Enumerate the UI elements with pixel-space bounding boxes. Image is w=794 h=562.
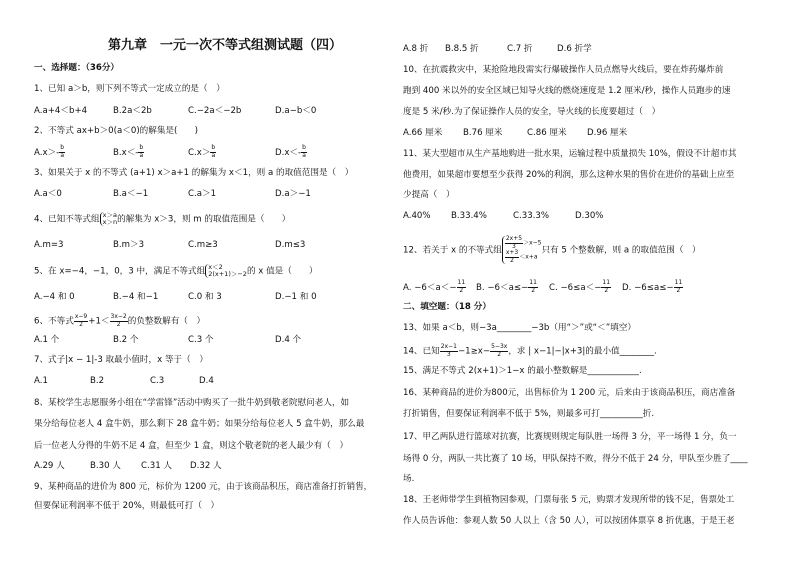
option-label: B.x＜- <box>113 147 139 158</box>
numerator: 2x+5 <box>505 235 523 242</box>
page-title: 第九章 一元一次不等式组测试题（四） <box>108 38 343 53</box>
numerator: 3x−2 <box>110 313 127 320</box>
fraction <box>301 145 307 159</box>
inequality-system <box>502 236 542 264</box>
question-11-line-3: 少提高（ ） <box>403 190 455 200</box>
question-text: 14、已知 <box>403 346 440 357</box>
question-6 <box>34 314 205 328</box>
option: A.a+4＜b+4 <box>34 106 88 116</box>
option: B.76 厘米 <box>463 128 503 138</box>
option: A.−4 和 0 <box>34 292 75 302</box>
denominator: a <box>302 151 306 159</box>
inequality <box>505 250 542 264</box>
question-6-options <box>34 335 301 346</box>
option-c <box>188 145 275 159</box>
inequality-system <box>100 212 117 226</box>
question-1-options <box>34 106 316 117</box>
option: C.0 和 3 <box>188 292 222 302</box>
option: C.7 折 <box>507 44 533 54</box>
option: B.33.4% <box>451 211 487 221</box>
fraction <box>528 280 538 294</box>
denominator: 2 <box>116 320 121 328</box>
question-9-options <box>403 44 592 55</box>
denominator: 2 <box>79 320 83 328</box>
option: C.3 <box>150 376 165 386</box>
question-7: 7、式子|x − 1|-3 取最小值时，x 等于（ ） <box>34 355 208 365</box>
option-d <box>275 145 307 159</box>
denominator: a <box>211 151 216 159</box>
option: B.2 个 <box>113 335 139 345</box>
option: A.1 <box>34 376 48 386</box>
option-a <box>403 280 476 294</box>
numerator: b <box>60 144 65 151</box>
question-17-line-2: 场得 0 分，两队一共比赛了 10 场，甲队保持不败，得分不低于 24 分，甲队至少胜了____ <box>403 454 748 464</box>
denominator: 2 <box>459 286 464 294</box>
fraction <box>110 314 128 328</box>
option: C.−2a＜−2b <box>188 106 242 116</box>
option: D.4 个 <box>275 335 302 345</box>
question-17-line-1: 17、甲乙两队进行篮球对抗赛，比赛规则规定每队胜一场得 3 分，平一场得 1 分，负一 <box>403 432 737 442</box>
option-label: C. −6≤a＜− <box>549 282 602 293</box>
question-16-line-1: 16、某种商品的进价为800元，出售标价为 1 200 元，后来由于该商品积压，商店准备 <box>403 388 736 398</box>
option-d <box>622 280 683 294</box>
denominator: a <box>139 151 144 159</box>
inequality <box>505 236 542 250</box>
option: B.a＜−1 <box>113 189 149 199</box>
inequality-rhs: ＜x+a <box>519 253 538 261</box>
option: B.m＞3 <box>113 240 145 250</box>
question-9-line-2: 但要保证利润率不低于 20%，则最低可打（ ） <box>34 501 220 511</box>
option: B.8.5 折 <box>445 44 479 54</box>
section-heading: 二、填空题：（18 分） <box>403 302 491 312</box>
question-9-line-1: 9、某种商品的进价为 800 元，标价为 1200 元，由于该商品积压，商店准备打折销售， <box>34 482 373 492</box>
option-label: A. −6＜a＜− <box>403 282 457 293</box>
question-7-options <box>34 376 214 387</box>
denominator: 2 <box>604 286 609 294</box>
inequality: x＞a <box>102 211 117 219</box>
question-14 <box>403 344 657 358</box>
numerator: x+3 <box>505 249 519 256</box>
question-17-line-3: 场. <box>403 474 415 484</box>
option: A.m=3 <box>34 240 64 250</box>
option-c <box>549 280 622 294</box>
section-heading: 一、选择题：（36分） <box>34 63 120 73</box>
question-8-line-3: 后一位老人分得的牛奶不足 4 盒，但至少 1 盒，则这个敬老院的老人最少有（ ） <box>34 441 349 451</box>
numerator: b <box>211 144 216 151</box>
option-label: D.x＜- <box>275 147 302 158</box>
option: A.8 折 <box>403 44 429 54</box>
fraction <box>505 236 523 250</box>
fraction <box>440 344 458 358</box>
question-text: −1≥x− <box>457 346 491 357</box>
option-label: D. −6≤a≤− <box>622 282 674 293</box>
question-5-options <box>34 292 317 303</box>
question-11-options <box>403 211 603 222</box>
fraction <box>138 145 144 159</box>
question-3: 3、如果关于 x 的不等式 (a+1) x＞a+1 的解集为 x＜1，则 a 的取值范围是（ ） <box>34 168 354 178</box>
question-10-line-2: 跑到 400 米以外的安全区域已知导火线的燃烧速度是 1.2 厘米/秒，操作人员跑步的速 <box>403 86 731 96</box>
inequality: 2(x+1)＞−2 <box>208 270 247 278</box>
question-11-line-2: 他费用，如果超市要想至少获得 20%的利润，那么这种水果的售价在进价的基础上应至 <box>403 170 735 180</box>
question-15: 15、满足不等式 2(x+1)＞1−x 的最小整数解是____________. <box>403 366 642 376</box>
option: D.−1 和 0 <box>275 292 317 302</box>
question-text: 的负整数解有（ ） <box>127 316 206 327</box>
numerator: 2x−1 <box>440 343 457 350</box>
question-8-line-1: 8、某校学生志愿服务小组在“学雷锋”活动中购买了一批牛奶到敬老院慰问老人，如 <box>34 398 350 408</box>
question-4 <box>34 212 290 226</box>
question-text: ，求 | x−1|−|x+3|的最小值________. <box>508 346 657 357</box>
option: D.4 <box>199 376 214 386</box>
option-label: C.x＞ <box>188 147 211 158</box>
denominator: 3 <box>512 242 516 250</box>
question-5 <box>34 264 318 278</box>
numerator: b <box>302 144 306 151</box>
question-1: 1、已知 a＞b，则下列不等式一定成立的是（ ） <box>34 84 225 94</box>
question-text: +1＜ <box>88 316 110 327</box>
question-text: 4、已知不等式组 <box>34 214 100 225</box>
option: A.29 人 <box>34 461 65 471</box>
fraction <box>490 344 508 358</box>
numerator: 5−3x <box>491 343 508 350</box>
question-8-options <box>34 461 222 472</box>
denominator: a <box>60 151 64 159</box>
option: D.96 厘米 <box>587 128 628 138</box>
option-a <box>34 145 113 159</box>
option: C.a＞1 <box>188 189 217 199</box>
fraction <box>505 250 519 264</box>
option: A.40% <box>403 211 431 221</box>
option: A.1 个 <box>34 335 60 345</box>
option: C.33.3% <box>513 211 550 221</box>
question-8-line-2: 果分给每位老人 4 盒牛奶，那么剩下 28 盒牛奶；如果分给每位老人 5 盒牛奶，那么最 <box>34 419 365 429</box>
fraction <box>457 280 467 294</box>
fraction <box>601 280 611 294</box>
question-12 <box>403 236 701 264</box>
numerator: 11 <box>457 279 466 286</box>
denominator: 2 <box>676 286 681 294</box>
fraction <box>210 145 216 159</box>
option: C.31 人 <box>141 461 172 471</box>
inequality-rhs: ＞x−5 <box>523 239 542 247</box>
option: D.6 折学 <box>557 44 592 54</box>
question-text: 12、若关于 x 的不等式组 <box>403 245 502 256</box>
denominator: 3 <box>446 350 451 358</box>
option: B.−4 和−1 <box>113 292 159 302</box>
question-12-options <box>403 280 683 294</box>
question-text: 6、不等式 <box>34 316 74 327</box>
option-label: B. −6＜a≤− <box>476 282 529 293</box>
option-b <box>113 145 188 159</box>
numerator: x−9 <box>74 313 88 320</box>
option: B.2 <box>90 376 105 386</box>
option: D.a−b＜0 <box>275 106 317 116</box>
numerator: 11 <box>674 279 683 286</box>
question-2-options <box>34 145 307 159</box>
inequality: x＞n <box>102 218 118 226</box>
question-2: 2、不等式 ax+b＞0(a＜0)的解集是( ) <box>34 126 198 136</box>
option: C.3 个 <box>188 335 214 345</box>
question-3-options <box>34 189 311 200</box>
question-text: 的 x 值是（ ） <box>246 266 318 277</box>
question-18-line-1: 18、王老师带学生到植物园参观，门票每张 5 元，购票才发现所带的钱不足，售票处工 <box>403 495 735 505</box>
numerator: b <box>139 144 144 151</box>
numerator: 11 <box>602 279 611 286</box>
question-4-options <box>34 240 305 251</box>
denominator: 2 <box>497 350 502 358</box>
question-text: 5、在 x=−4，−1，0，3 中，满足不等式组 <box>34 266 206 277</box>
denominator: 2 <box>531 286 536 294</box>
fraction <box>74 314 88 328</box>
question-10-options <box>403 128 627 139</box>
question-text: 的解集为 x＞3，则 m 的取值范围是（ ） <box>117 214 291 225</box>
question-10-line-1: 10、在抗震救灾中，某抢险地段需实行爆破操作人员点燃导火线后，要在炸药爆炸前 <box>403 65 724 75</box>
numerator: 11 <box>529 279 537 286</box>
inequality: x＜2 <box>208 263 223 271</box>
fraction <box>674 280 684 294</box>
option: A.a＜0 <box>34 189 62 199</box>
fraction <box>59 145 65 159</box>
inequality-system <box>205 264 247 278</box>
question-10-line-3: 度是 5 米/秒.为了保证操作人员的安全，导火线的长度要超过（ ） <box>403 107 661 117</box>
option: C.86 厘米 <box>527 128 567 138</box>
option: D.a＞−1 <box>275 189 311 199</box>
question-16-line-2: 打折销售，但要保证利润率不低于 5%，则最多可打__________折. <box>403 409 655 419</box>
option-label: A.x＞- <box>34 147 60 158</box>
option: B.30 人 <box>90 461 121 471</box>
option-b <box>476 280 549 294</box>
option: D.m≤3 <box>275 240 306 250</box>
option: D.32 人 <box>190 461 222 471</box>
question-text: 只有 5 个整数解，则 a 的取值范围（ ） <box>541 245 701 256</box>
option: B.2a＜2b <box>113 106 152 116</box>
option: C.m≥3 <box>188 240 218 250</box>
question-11-line-1: 11、某大型超市从生产基地购进一批水果，运输过程中质量损失 10%，假设不计超市其 <box>403 149 737 159</box>
question-13: 13、如果 a＜b，则−3a________−3b（用“＞”或“＜”填空） <box>403 323 636 333</box>
denominator: 2 <box>510 256 514 264</box>
option: A.66 厘米 <box>403 128 443 138</box>
option: D.30% <box>575 211 604 221</box>
question-18-line-2: 作人员告诉他：参观人数 50 人以上（含 50 人），可以按团体票享 8 折优惠，于是王老 <box>403 516 735 526</box>
